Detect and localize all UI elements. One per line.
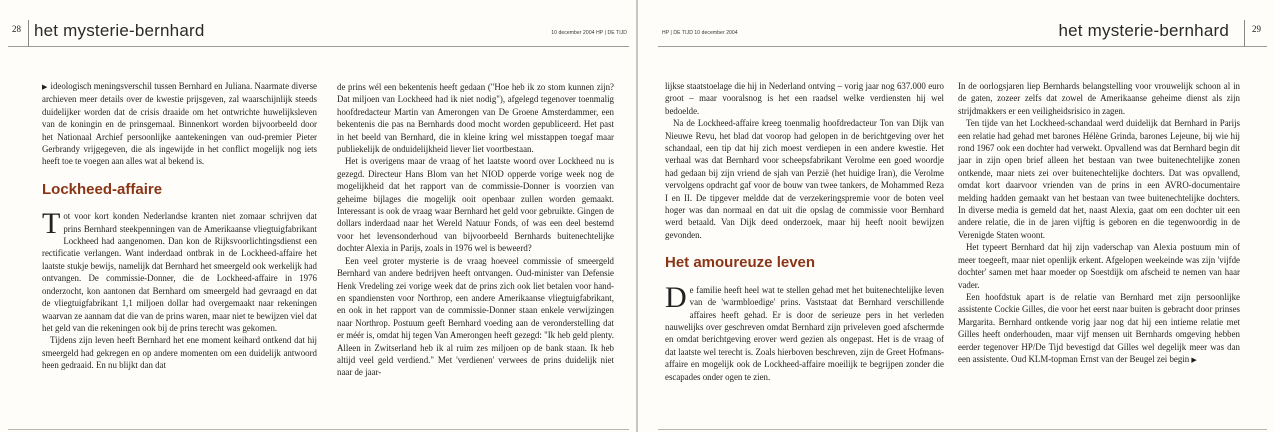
bottom-rule	[8, 429, 629, 430]
paragraph: In de oorlogsjaren liep Bernhards belangstelling voor vrouwelijk schoon al in de gaten, zozeer zelfs dat zowel de Amerikaanse geheime dienst als zijn strijdmakkers er een veiligheidsrisico in zagen.	[958, 81, 1240, 116]
paragraph: Ten tijde van het Lockheed-schandaal werd duidelijk dat Bernhard in Parijs een relatie had gehad met barones Hélène Grinda, barones Lejeune, bij wie hij rond 1967 ook een dochter had verwekt. Opvallend was dat Bernhard begin dit jaar in zijn open brief alleen het bestaan van twee buitenechtelijke zonen ontkende, maar niets zei over buitenechtelijke dochters. Dat was opvallend, omdat kort daarvoor vrienden van de prins in een AVRO-documentaire melding hadden gemaakt van het bestaan van twee buitenechtelijke dochters. In diverse media is gemeld dat het, naast Alexia, gaat om een dochter uit een andere relatie, die in de jaren vijftig is geboren en die tegenwoordig in de Verenigde Staten woont.	[958, 118, 1240, 240]
paragraph: Tot voor kort konden Nederlandse kranten niet zomaar schrijven dat prins Bernhard steekpenningen van de Amerikaanse vliegtuigfabrikant Lockheed had aangenomen. Dan kon de Rijksvoorlichtingsdienst een rectificatie verlangen. Want inderdaad ontbrak in de Lockheed-affaire het laatste stukje bewijs, namelijk dat Bernhard het smeergeld ook werkelijk had ontvangen. De commissie-Donner, die de Lockheed-affaire in 1976 onderzocht, kon aantonen dat Bernhard om smeergeld had gevraagd en dat de vliegtuigfabrikant 1,1 miljoen dollar had overgemaakt naar rekeningen waarvan ze aannam dat die van de prins waren, maar niet te bewijzen viel dat het geld van die rekeningen ook bij de prins terecht was gekomen.	[42, 207, 317, 333]
paragraph: lijkse staatstoelage die hij in Nederland ontving – vorig jaar nog 637.000 euro groot – maar vooralsnog is het een raadsel welke verdiensten hij wel bedoelde.	[665, 81, 944, 116]
section-heading: Het amoureuze leven	[665, 254, 816, 272]
left-page	[0, 0, 637, 432]
issue-meta: 10 december 2004 HP | DE TIJD	[551, 30, 627, 36]
header-divider	[28, 20, 29, 46]
paragraph: De familie heeft heel wat te stellen gehad met het buitenechtelijke leven van de 'warmbloedige' prins. Vaststaat dat Bernhard verschillende affaires heeft gehad. Er is door de serieuze pers in het verleden nauwelijks over geschreven omdat Bernhard zijn priveleven goed afschermde en omdat berichtgeving erover werd gezien als ongepast. Het is de vraag of dat laatste wel terecht is. Zoals hierboven beschreven, zijn de Greet Hofmans-affaire en mogelijk ook de Lockheed-affaire moeilijk te begrijpen zonder die escapades onder ogen te zien.	[665, 280, 944, 382]
page-number: 29	[1252, 24, 1261, 34]
issue-meta: HP | DE TIJD 10 december 2004	[662, 30, 738, 36]
right-header	[658, 20, 1267, 47]
paragraph: Het typeert Bernhard dat hij zijn vaderschap van Alexia postuum min of meer toegeeft, maar niet openlijk erkent. Afgelopen weekeinde was zijn 'vijfde dochter' samen met haar moeder op Soestdijk om afscheid te nemen van haar vader.	[958, 242, 1240, 290]
paragraph: Een veel groter mysterie is de vraag hoeveel commissie of smeergeld Bernhard van andere bedrijven heeft ontvangen. Oud-minister van Defensie Henk Vredeling zei vorige week dat de prins zich ook liet betalen voor hand- en spandiensten voor Northrop, een andere Amerikaanse vliegtuigfabrikant, en ook in het rapport van de commissie-Donner staan enkele verwijzingen naar Northrop. Postuum geeft Bernhard voeding aan de veronderstelling dat er méér is, omdat hij tegen Van Amerongen heeft gezegd: "Ik heb geld plenty. Alleen in Zwitserland heb ik al ruim zes miljoen op de bank staan. Ik heb altijd veel geld verdiend." Met 'verdienen' verwees de prins duidelijk niet naar de jaar-	[337, 255, 614, 378]
bottom-rule	[658, 429, 1267, 430]
triangle-right-icon: ▶	[1191, 355, 1197, 364]
right-page	[638, 0, 1275, 432]
paragraph: de prins wél een bekentenis heeft gedaan ("Hoe heb ik zo stom kunnen zijn? Dat miljoen van Lockheed had ik niet nodig"), afgelegd tegenover toenmalig hoofdredacteur Martin van Amerongen van De Groene Amsterdammer, een bekentenis die pas na Bernhards dood mocht worden gepubliceerd. Het past in het beeld van Bernhard, die in kleine kring wel misstappen toegaf maar publiekelijk de onduidelijkheid liever liet voortbestaan.	[337, 82, 614, 155]
left-column-2	[337, 81, 614, 379]
drop-cap: D	[665, 280, 687, 314]
paragraph: Na de Lockheed-affaire kreeg toenmalig hoofdredacteur Ton van Dijk van Nieuwe Revu, het blad dat voorop had gelopen in de berichtgeving over het schandaal, een tip dat hij zich moest verdiepen in een andere kwestie. Het verhaal was dat Bernhard voor scheepsfabrikant Verolme een goed woordje had gedaan bij zijn vriend de sjah van Perzië (het huidige Iran), die Verolme vervolgens opdracht gaf voor de bouw van twee tankers, de Mohammed Reza I en II. De tipgever meldde dat de verzekeringspremie voor de boten veel hoger was dan normaal en dat uit die opslag de commissie voor Bernhard werd betaald. Van Dijk deed onderzoek, maar hij heeft nooit bewijzen gevonden.	[665, 118, 944, 240]
right-column-2	[958, 80, 1240, 366]
page-number: 28	[12, 24, 21, 34]
right-column-1	[665, 80, 944, 383]
paragraph: ▶ ideologisch meningsverschil tussen Bernhard en Juliana. Naarmate diverse archieven meer details over de kwestie prijsgeven, zal waarschijnlijk steeds duidelijker worden dat de crisis draaide om het ontwrichte huwelijksleven van de koningin en de prinsgemaal. Binnenkort worden bijvoorbeeld door het Nationaal Archief persoonlijke aantekeningen van oud-premier Pieter Gerbrandy vrijgegeven, die als ingewijde in het conflict mogelijk nog iets heeft toe te voegen aan alles wat al bekend is.	[42, 81, 317, 167]
running-title: het mysterie-bernhard	[1058, 21, 1229, 40]
left-column-1	[42, 80, 317, 372]
section-heading: Lockheed-affaire	[42, 180, 163, 198]
drop-cap: T	[42, 207, 61, 241]
paragraph: Tijdens zijn leven heeft Bernhard het ene moment keihard ontkend dat hij smeergeld had gekregen en op andere momenten om een duidelijk antwoord heen gedraaid. En nu blijkt dan dat	[42, 335, 317, 371]
running-title: het mysterie-bernhard	[34, 21, 205, 40]
left-header	[8, 20, 629, 47]
triangle-right-icon: ▶	[42, 83, 48, 91]
header-divider	[1244, 20, 1245, 46]
paragraph: Het is overigens maar de vraag of het laatste woord over Lockheed nu is gezegd. Directeur Hans Blom van het NIOD opperde vorige week nog de mogelijkheid dat het rapport van de commissie-Donner is voorzien van geheime bijlages die mogelijk ooit openbaar zullen worden gemaakt. Interessant is ook de vraag waar Bernhard het geld voor gebruikte. Gingen de dollars inderdaad naar het Wereld Natuur Fonds, of was een deel bestemd voor het levensonderhoud van bijvoorbeeld Bernhards buitenechtelijke dochter Alexia in Parijs, zoals in 1976 wel is beweerd?	[337, 156, 614, 254]
paragraph: Een hoofdstuk apart is de relatie van Bernhard met zijn persoonlijke assistente Cockie Gilles, die voor het eerst naar buiten is gebracht door prinses Margarita. Bernhard ontkende vorig jaar nog dat hij een intieme relatie met Gilles heeft onderhouden, maar vijf mensen uit Bernhards omgeving hebben eerder tegenover HP/De Tijd bevestigd dat Gilles wel degelijk meer was dan een assistente. Oud KLM-topman Ernst van der Beugel zei begin ▶	[958, 291, 1240, 364]
